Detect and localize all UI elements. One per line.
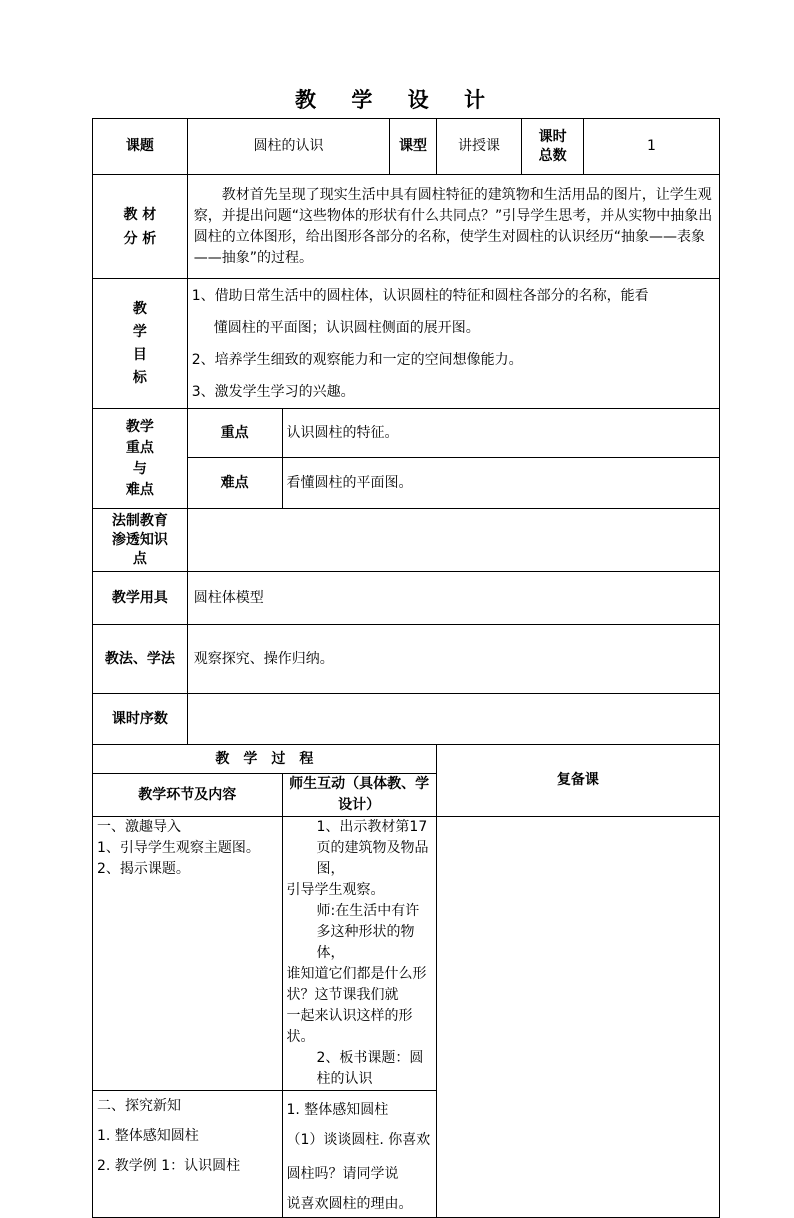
key-label: 重点 <box>187 409 282 458</box>
process-row2-right <box>282 1091 436 1218</box>
process-line: 引导学生观察。 <box>286 882 385 898</box>
methods-label: 教法、学法 <box>93 625 188 694</box>
process-line: 谁知道它们都是什么形状？这节课我们就 <box>286 966 427 1003</box>
process-header: 教 学 过 程 <box>93 745 437 774</box>
goals-label-char: 学 <box>132 323 147 340</box>
tools-label: 教学用具 <box>93 572 188 625</box>
goal-item: 3、激发学生学习的兴趣。 <box>191 383 355 400</box>
key-value: 认识圆柱的特征。 <box>282 409 720 458</box>
process-line: 2. 教学例 1：认识圆柱 <box>97 1158 241 1174</box>
key-points-label-line: 教学 <box>125 418 154 435</box>
hours-label-line-2: 总数 <box>538 147 567 164</box>
key-points-label-line: 重点 <box>125 439 154 456</box>
type-label: 课型 <box>390 119 436 175</box>
process-line: 一起来认识这样的形状。 <box>286 1008 413 1045</box>
hours-label-line-1: 课时 <box>538 128 567 145</box>
sequence-value <box>187 694 719 745</box>
material-label-line-1: 教 材 <box>123 206 157 223</box>
process-line: 2、揭示课题。 <box>97 861 190 877</box>
difficult-label: 难点 <box>187 458 282 509</box>
key-points-label <box>93 409 188 509</box>
goals-label-char: 标 <box>132 369 147 386</box>
sequence-label: 课时序数 <box>93 694 188 745</box>
goals-label-char: 教 <box>132 300 147 317</box>
topic-label: 课题 <box>93 119 188 175</box>
key-points-label-line: 难点 <box>125 481 154 498</box>
lesson-plan-table <box>92 118 720 1218</box>
goal-item: 2、培养学生细致的观察能力和一定的空间想像能力。 <box>191 351 523 368</box>
legal-label-line: 法制教育 <box>111 512 168 529</box>
hours-label <box>522 119 583 175</box>
hours-value: 1 <box>583 119 719 175</box>
process-line: 1. 整体感知圆柱 <box>97 1128 199 1144</box>
legal-label <box>93 509 188 572</box>
process-line: 1、引导学生观察主题图。 <box>97 840 260 856</box>
prep-header: 复备课 <box>436 745 719 817</box>
process-line: 2、板书课题：圆柱的认识 <box>316 1050 424 1087</box>
key-points-label-line: 与 <box>132 460 147 477</box>
process-line: 说喜欢圆柱的理由。 <box>286 1196 413 1212</box>
material-label-line-2: 分 析 <box>123 230 157 247</box>
col2-header: 师生互动（具体教、学设计） <box>282 774 436 817</box>
difficult-value: 看懂圆柱的平面图。 <box>282 458 720 509</box>
goals-label-char: 目 <box>132 346 147 363</box>
legal-label-line: 渗透知识 <box>111 531 168 548</box>
process-line: 二、探究新知 <box>97 1098 181 1114</box>
process-row1-right <box>282 817 436 1091</box>
legal-label-line: 点 <box>132 550 147 567</box>
prep-notes <box>436 817 719 1218</box>
process-line: 师:在生活中有许多这种形状的物体， <box>316 903 420 961</box>
process-line: （1）谈谈圆柱. 你喜欢圆柱吗？请同学说 <box>286 1132 431 1182</box>
type-value: 讲授课 <box>436 119 522 175</box>
material-label <box>93 175 188 279</box>
process-line: 1、出示教材第17页的建筑物及物品图， <box>316 819 429 877</box>
goal-item: 1、借助日常生活中的圆柱体，认识圆柱的特征和圆柱各部分的名称，能看 <box>191 287 649 304</box>
process-row1-left <box>93 817 283 1091</box>
tools-value: 圆柱体模型 <box>187 572 719 625</box>
col1-header: 教学环节及内容 <box>93 774 283 817</box>
legal-value <box>187 509 719 572</box>
goals-list <box>187 279 719 409</box>
goal-item: 懂圆柱的平面图；认识圆柱侧面的展开图。 <box>213 319 480 336</box>
material-text: 教材首先呈现了现实生活中具有圆柱特征的建筑物和生活用品的图片，让学生观察，并提出问题“这些物体的形状有什么共同点？”引导学生思考，并从实物中抽象出圆柱的立体图形，给出图形各部分的名称，使学生对圆柱的认识经历“抽象——表象——抽象”的过程。 <box>187 175 719 279</box>
methods-value: 观察探究、操作归纳。 <box>187 625 719 694</box>
process-line: 1. 整体感知圆柱 <box>286 1102 389 1118</box>
goals-label <box>93 279 188 409</box>
page-title: 教 学 设 计 <box>295 88 499 112</box>
process-row2-left <box>93 1091 283 1218</box>
process-line: 一、激趣导入 <box>97 819 181 835</box>
topic-value: 圆柱的认识 <box>187 119 390 175</box>
